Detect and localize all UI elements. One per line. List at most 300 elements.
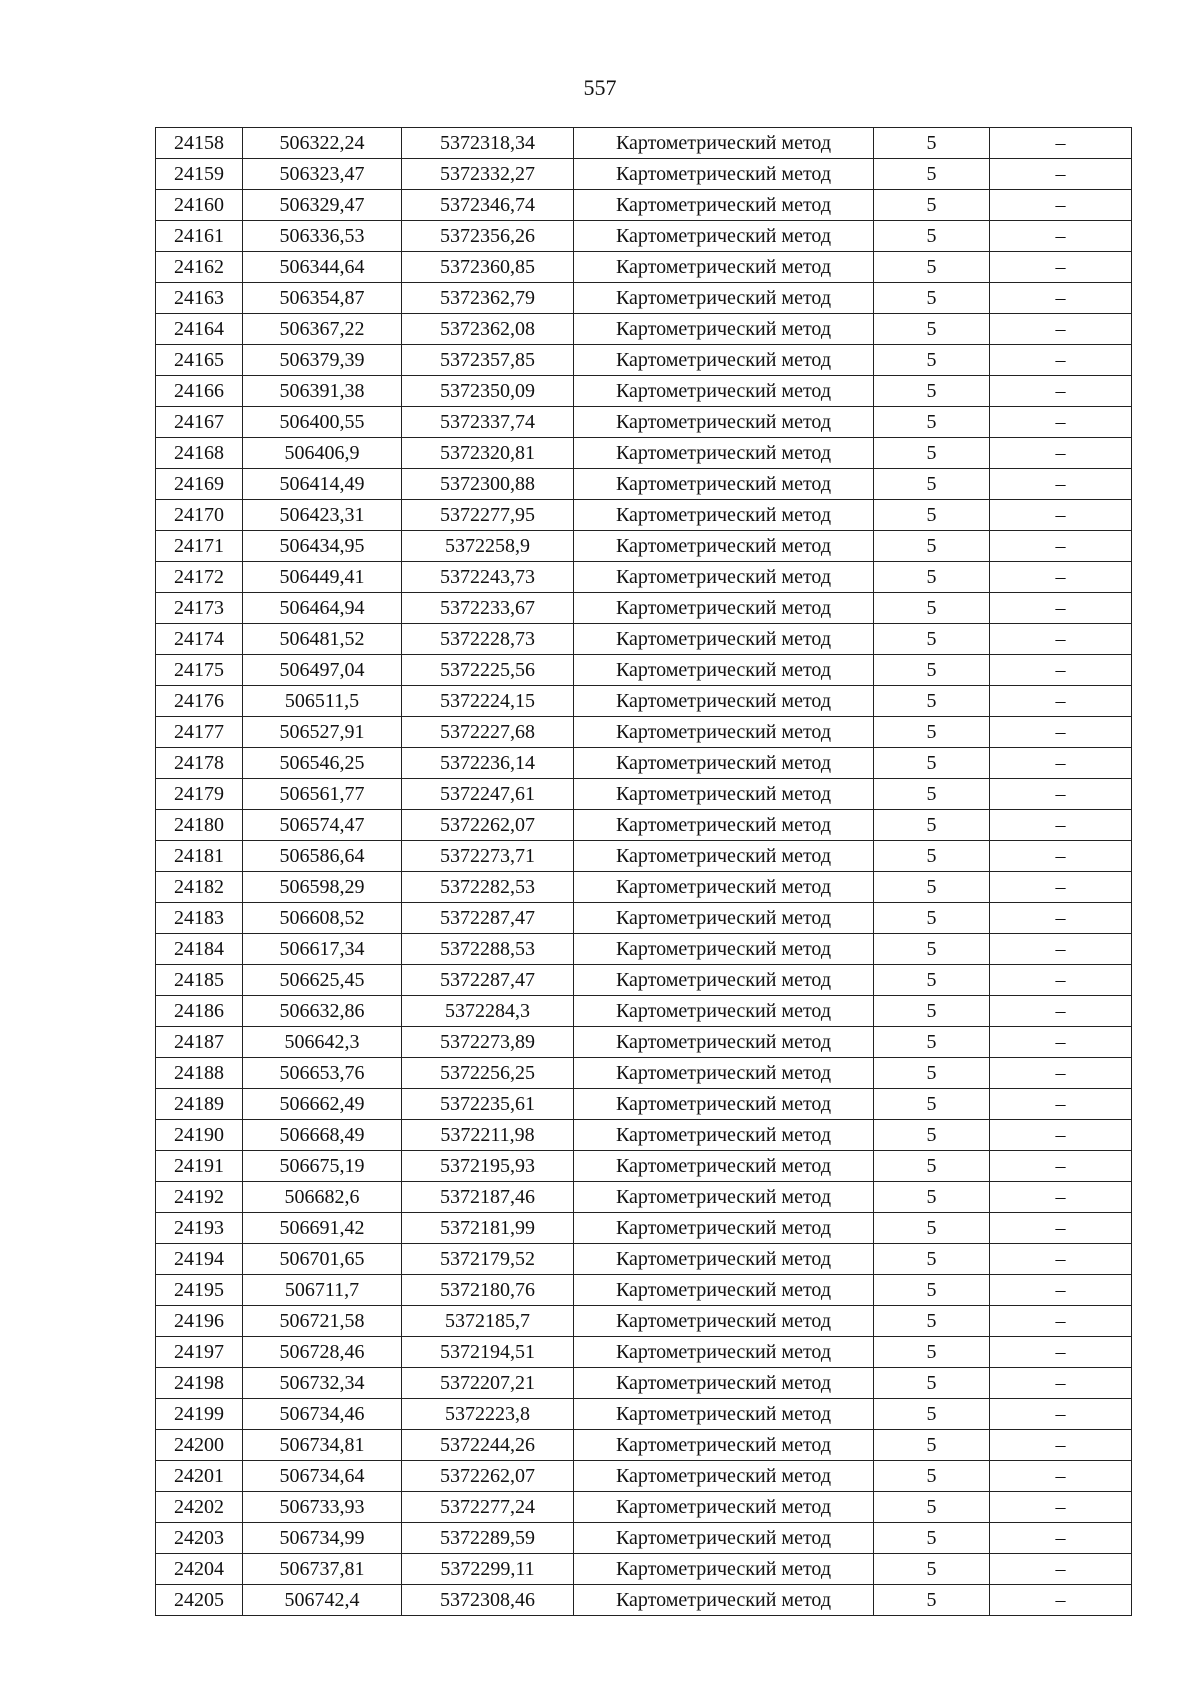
x-coordinate-cell: 506511,5 [243, 686, 402, 717]
point-number-cell: 24159 [156, 159, 243, 190]
y-coordinate-cell: 5372356,26 [402, 221, 574, 252]
point-number-cell: 24188 [156, 1058, 243, 1089]
coordinates-table [155, 127, 1132, 1616]
method-cell: Картометрический метод [574, 1306, 874, 1337]
note-cell: – [990, 1430, 1132, 1461]
point-number-cell: 24170 [156, 500, 243, 531]
point-number-cell: 24165 [156, 345, 243, 376]
point-number-cell: 24194 [156, 1244, 243, 1275]
x-coordinate-cell: 506668,49 [243, 1120, 402, 1151]
method-cell: Картометрический метод [574, 1027, 874, 1058]
x-coordinate-cell: 506497,04 [243, 655, 402, 686]
point-number-cell: 24181 [156, 841, 243, 872]
method-cell: Картометрический метод [574, 438, 874, 469]
x-coordinate-cell: 506682,6 [243, 1182, 402, 1213]
y-coordinate-cell: 5372308,46 [402, 1585, 574, 1616]
note-cell: – [990, 593, 1132, 624]
note-cell: – [990, 1523, 1132, 1554]
accuracy-cell: 5 [874, 128, 990, 159]
y-coordinate-cell: 5372181,99 [402, 1213, 574, 1244]
y-coordinate-cell: 5372277,24 [402, 1492, 574, 1523]
table-row [156, 1213, 1132, 1244]
accuracy-cell: 5 [874, 686, 990, 717]
method-cell: Картометрический метод [574, 1585, 874, 1616]
x-coordinate-cell: 506391,38 [243, 376, 402, 407]
method-cell: Картометрический метод [574, 1089, 874, 1120]
note-cell: – [990, 717, 1132, 748]
method-cell: Картометрический метод [574, 1461, 874, 1492]
method-cell: Картометрический метод [574, 1430, 874, 1461]
x-coordinate-cell: 506354,87 [243, 283, 402, 314]
accuracy-cell: 5 [874, 1027, 990, 1058]
point-number-cell: 24162 [156, 252, 243, 283]
table-row [156, 1182, 1132, 1213]
y-coordinate-cell: 5372179,52 [402, 1244, 574, 1275]
x-coordinate-cell: 506737,81 [243, 1554, 402, 1585]
note-cell: – [990, 562, 1132, 593]
accuracy-cell: 5 [874, 1585, 990, 1616]
table-row [156, 934, 1132, 965]
note-cell: – [990, 1151, 1132, 1182]
point-number-cell: 24201 [156, 1461, 243, 1492]
note-cell: – [990, 1492, 1132, 1523]
x-coordinate-cell: 506527,91 [243, 717, 402, 748]
accuracy-cell: 5 [874, 1368, 990, 1399]
accuracy-cell: 5 [874, 779, 990, 810]
table-row [156, 872, 1132, 903]
point-number-cell: 24173 [156, 593, 243, 624]
method-cell: Картометрический метод [574, 1399, 874, 1430]
table-row [156, 500, 1132, 531]
y-coordinate-cell: 5372235,61 [402, 1089, 574, 1120]
table-row [156, 159, 1132, 190]
point-number-cell: 24197 [156, 1337, 243, 1368]
point-number-cell: 24183 [156, 903, 243, 934]
x-coordinate-cell: 506721,58 [243, 1306, 402, 1337]
y-coordinate-cell: 5372300,88 [402, 469, 574, 500]
y-coordinate-cell: 5372284,3 [402, 996, 574, 1027]
accuracy-cell: 5 [874, 190, 990, 221]
accuracy-cell: 5 [874, 562, 990, 593]
table-row [156, 128, 1132, 159]
y-coordinate-cell: 5372273,89 [402, 1027, 574, 1058]
point-number-cell: 24168 [156, 438, 243, 469]
y-coordinate-cell: 5372223,8 [402, 1399, 574, 1430]
method-cell: Картометрический метод [574, 562, 874, 593]
y-coordinate-cell: 5372247,61 [402, 779, 574, 810]
note-cell: – [990, 872, 1132, 903]
method-cell: Картометрический метод [574, 903, 874, 934]
x-coordinate-cell: 506344,64 [243, 252, 402, 283]
x-coordinate-cell: 506608,52 [243, 903, 402, 934]
y-coordinate-cell: 5372180,76 [402, 1275, 574, 1306]
table-row [156, 593, 1132, 624]
y-coordinate-cell: 5372277,95 [402, 500, 574, 531]
accuracy-cell: 5 [874, 1275, 990, 1306]
table-row [156, 1554, 1132, 1585]
y-coordinate-cell: 5372227,68 [402, 717, 574, 748]
table-row [156, 438, 1132, 469]
point-number-cell: 24164 [156, 314, 243, 345]
accuracy-cell: 5 [874, 717, 990, 748]
y-coordinate-cell: 5372362,79 [402, 283, 574, 314]
y-coordinate-cell: 5372337,74 [402, 407, 574, 438]
y-coordinate-cell: 5372289,59 [402, 1523, 574, 1554]
page-number: 557 [583, 75, 617, 100]
point-number-cell: 24196 [156, 1306, 243, 1337]
y-coordinate-cell: 5372273,71 [402, 841, 574, 872]
x-coordinate-cell: 506617,34 [243, 934, 402, 965]
y-coordinate-cell: 5372299,11 [402, 1554, 574, 1585]
accuracy-cell: 5 [874, 252, 990, 283]
method-cell: Картометрический метод [574, 1275, 874, 1306]
x-coordinate-cell: 506546,25 [243, 748, 402, 779]
method-cell: Картометрический метод [574, 345, 874, 376]
y-coordinate-cell: 5372194,51 [402, 1337, 574, 1368]
note-cell: – [990, 655, 1132, 686]
x-coordinate-cell: 506642,3 [243, 1027, 402, 1058]
y-coordinate-cell: 5372282,53 [402, 872, 574, 903]
table-row [156, 965, 1132, 996]
note-cell: – [990, 1058, 1132, 1089]
note-cell: – [990, 1182, 1132, 1213]
point-number-cell: 24182 [156, 872, 243, 903]
method-cell: Картометрический метод [574, 376, 874, 407]
x-coordinate-cell: 506323,47 [243, 159, 402, 190]
accuracy-cell: 5 [874, 655, 990, 686]
point-number-cell: 24198 [156, 1368, 243, 1399]
note-cell: – [990, 1585, 1132, 1616]
point-number-cell: 24186 [156, 996, 243, 1027]
y-coordinate-cell: 5372287,47 [402, 903, 574, 934]
x-coordinate-cell: 506406,9 [243, 438, 402, 469]
method-cell: Картометрический метод [574, 252, 874, 283]
method-cell: Картометрический метод [574, 1213, 874, 1244]
accuracy-cell: 5 [874, 1523, 990, 1554]
table-row [156, 252, 1132, 283]
note-cell: – [990, 314, 1132, 345]
table-row [156, 1523, 1132, 1554]
table-row [156, 190, 1132, 221]
point-number-cell: 24193 [156, 1213, 243, 1244]
table-row [156, 1027, 1132, 1058]
method-cell: Картометрический метод [574, 810, 874, 841]
y-coordinate-cell: 5372225,56 [402, 655, 574, 686]
table-row [156, 1151, 1132, 1182]
note-cell: – [990, 1399, 1132, 1430]
method-cell: Картометрический метод [574, 965, 874, 996]
point-number-cell: 24191 [156, 1151, 243, 1182]
table-row [156, 531, 1132, 562]
method-cell: Картометрический метод [574, 1554, 874, 1585]
x-coordinate-cell: 506711,7 [243, 1275, 402, 1306]
y-coordinate-cell: 5372243,73 [402, 562, 574, 593]
point-number-cell: 24184 [156, 934, 243, 965]
accuracy-cell: 5 [874, 934, 990, 965]
note-cell: – [990, 252, 1132, 283]
x-coordinate-cell: 506464,94 [243, 593, 402, 624]
table-row [156, 1058, 1132, 1089]
method-cell: Картометрический метод [574, 1120, 874, 1151]
table-row [156, 841, 1132, 872]
x-coordinate-cell: 506728,46 [243, 1337, 402, 1368]
accuracy-cell: 5 [874, 624, 990, 655]
note-cell: – [990, 934, 1132, 965]
point-number-cell: 24166 [156, 376, 243, 407]
x-coordinate-cell: 506598,29 [243, 872, 402, 903]
y-coordinate-cell: 5372233,67 [402, 593, 574, 624]
x-coordinate-cell: 506379,39 [243, 345, 402, 376]
table-row [156, 1089, 1132, 1120]
table-row [156, 686, 1132, 717]
note-cell: – [990, 1554, 1132, 1585]
method-cell: Картометрический метод [574, 1151, 874, 1182]
x-coordinate-cell: 506423,31 [243, 500, 402, 531]
method-cell: Картометрический метод [574, 128, 874, 159]
table-row [156, 624, 1132, 655]
method-cell: Картометрический метод [574, 934, 874, 965]
table-row [156, 748, 1132, 779]
table-row [156, 1585, 1132, 1616]
accuracy-cell: 5 [874, 1089, 990, 1120]
y-coordinate-cell: 5372228,73 [402, 624, 574, 655]
table-row [156, 407, 1132, 438]
x-coordinate-cell: 506367,22 [243, 314, 402, 345]
note-cell: – [990, 965, 1132, 996]
accuracy-cell: 5 [874, 438, 990, 469]
x-coordinate-cell: 506632,86 [243, 996, 402, 1027]
point-number-cell: 24199 [156, 1399, 243, 1430]
point-number-cell: 24177 [156, 717, 243, 748]
y-coordinate-cell: 5372350,09 [402, 376, 574, 407]
accuracy-cell: 5 [874, 1430, 990, 1461]
x-coordinate-cell: 506625,45 [243, 965, 402, 996]
table-row [156, 1492, 1132, 1523]
note-cell: – [990, 841, 1132, 872]
table-row [156, 655, 1132, 686]
method-cell: Картометрический метод [574, 996, 874, 1027]
accuracy-cell: 5 [874, 810, 990, 841]
point-number-cell: 24195 [156, 1275, 243, 1306]
point-number-cell: 24204 [156, 1554, 243, 1585]
method-cell: Картометрический метод [574, 841, 874, 872]
x-coordinate-cell: 506434,95 [243, 531, 402, 562]
y-coordinate-cell: 5372185,7 [402, 1306, 574, 1337]
y-coordinate-cell: 5372262,07 [402, 1461, 574, 1492]
note-cell: – [990, 1461, 1132, 1492]
table-row [156, 1244, 1132, 1275]
table-row [156, 1120, 1132, 1151]
point-number-cell: 24171 [156, 531, 243, 562]
point-number-cell: 24189 [156, 1089, 243, 1120]
y-coordinate-cell: 5372211,98 [402, 1120, 574, 1151]
point-number-cell: 24179 [156, 779, 243, 810]
point-number-cell: 24160 [156, 190, 243, 221]
y-coordinate-cell: 5372207,21 [402, 1368, 574, 1399]
coordinates-table-body [156, 128, 1132, 1616]
note-cell: – [990, 1275, 1132, 1306]
accuracy-cell: 5 [874, 1492, 990, 1523]
note-cell: – [990, 469, 1132, 500]
method-cell: Картометрический метод [574, 283, 874, 314]
note-cell: – [990, 624, 1132, 655]
accuracy-cell: 5 [874, 1554, 990, 1585]
point-number-cell: 24203 [156, 1523, 243, 1554]
x-coordinate-cell: 506400,55 [243, 407, 402, 438]
x-coordinate-cell: 506701,65 [243, 1244, 402, 1275]
point-number-cell: 24174 [156, 624, 243, 655]
accuracy-cell: 5 [874, 469, 990, 500]
method-cell: Картометрический метод [574, 1523, 874, 1554]
method-cell: Картометрический метод [574, 500, 874, 531]
table-row [156, 1399, 1132, 1430]
note-cell: – [990, 686, 1132, 717]
y-coordinate-cell: 5372320,81 [402, 438, 574, 469]
point-number-cell: 24178 [156, 748, 243, 779]
x-coordinate-cell: 506586,64 [243, 841, 402, 872]
accuracy-cell: 5 [874, 283, 990, 314]
table-row [156, 345, 1132, 376]
table-row [156, 1368, 1132, 1399]
method-cell: Картометрический метод [574, 190, 874, 221]
table-row [156, 469, 1132, 500]
accuracy-cell: 5 [874, 1182, 990, 1213]
x-coordinate-cell: 506561,77 [243, 779, 402, 810]
note-cell: – [990, 1337, 1132, 1368]
table-row [156, 1337, 1132, 1368]
note-cell: – [990, 345, 1132, 376]
method-cell: Картометрический метод [574, 469, 874, 500]
table-row [156, 314, 1132, 345]
note-cell: – [990, 376, 1132, 407]
accuracy-cell: 5 [874, 1399, 990, 1430]
y-coordinate-cell: 5372224,15 [402, 686, 574, 717]
point-number-cell: 24205 [156, 1585, 243, 1616]
method-cell: Картометрический метод [574, 593, 874, 624]
method-cell: Картометрический метод [574, 624, 874, 655]
point-number-cell: 24169 [156, 469, 243, 500]
method-cell: Картометрический метод [574, 1492, 874, 1523]
x-coordinate-cell: 506653,76 [243, 1058, 402, 1089]
method-cell: Картометрический метод [574, 159, 874, 190]
note-cell: – [990, 283, 1132, 314]
table-row [156, 996, 1132, 1027]
note-cell: – [990, 996, 1132, 1027]
x-coordinate-cell: 506322,24 [243, 128, 402, 159]
y-coordinate-cell: 5372244,26 [402, 1430, 574, 1461]
y-coordinate-cell: 5372288,53 [402, 934, 574, 965]
point-number-cell: 24185 [156, 965, 243, 996]
accuracy-cell: 5 [874, 1461, 990, 1492]
note-cell: – [990, 190, 1132, 221]
accuracy-cell: 5 [874, 407, 990, 438]
note-cell: – [990, 903, 1132, 934]
x-coordinate-cell: 506691,42 [243, 1213, 402, 1244]
note-cell: – [990, 1306, 1132, 1337]
accuracy-cell: 5 [874, 903, 990, 934]
note-cell: – [990, 407, 1132, 438]
y-coordinate-cell: 5372258,9 [402, 531, 574, 562]
y-coordinate-cell: 5372357,85 [402, 345, 574, 376]
x-coordinate-cell: 506734,81 [243, 1430, 402, 1461]
x-coordinate-cell: 506662,49 [243, 1089, 402, 1120]
method-cell: Картометрический метод [574, 1244, 874, 1275]
method-cell: Картометрический метод [574, 221, 874, 252]
note-cell: – [990, 531, 1132, 562]
y-coordinate-cell: 5372318,34 [402, 128, 574, 159]
method-cell: Картометрический метод [574, 1368, 874, 1399]
method-cell: Картометрический метод [574, 1337, 874, 1368]
point-number-cell: 24158 [156, 128, 243, 159]
y-coordinate-cell: 5372346,74 [402, 190, 574, 221]
method-cell: Картометрический метод [574, 1182, 874, 1213]
note-cell: – [990, 810, 1132, 841]
x-coordinate-cell: 506734,99 [243, 1523, 402, 1554]
accuracy-cell: 5 [874, 345, 990, 376]
point-number-cell: 24187 [156, 1027, 243, 1058]
point-number-cell: 24200 [156, 1430, 243, 1461]
accuracy-cell: 5 [874, 531, 990, 562]
note-cell: – [990, 159, 1132, 190]
point-number-cell: 24175 [156, 655, 243, 686]
point-number-cell: 24190 [156, 1120, 243, 1151]
point-number-cell: 24180 [156, 810, 243, 841]
accuracy-cell: 5 [874, 1213, 990, 1244]
x-coordinate-cell: 506734,46 [243, 1399, 402, 1430]
note-cell: – [990, 748, 1132, 779]
y-coordinate-cell: 5372195,93 [402, 1151, 574, 1182]
accuracy-cell: 5 [874, 748, 990, 779]
x-coordinate-cell: 506481,52 [243, 624, 402, 655]
x-coordinate-cell: 506414,49 [243, 469, 402, 500]
accuracy-cell: 5 [874, 1058, 990, 1089]
method-cell: Картометрический метод [574, 407, 874, 438]
note-cell: – [990, 779, 1132, 810]
note-cell: – [990, 1120, 1132, 1151]
table-row [156, 1275, 1132, 1306]
method-cell: Картометрический метод [574, 531, 874, 562]
note-cell: – [990, 1027, 1132, 1058]
accuracy-cell: 5 [874, 314, 990, 345]
method-cell: Картометрический метод [574, 655, 874, 686]
point-number-cell: 24202 [156, 1492, 243, 1523]
note-cell: – [990, 1089, 1132, 1120]
table-row [156, 1430, 1132, 1461]
accuracy-cell: 5 [874, 1306, 990, 1337]
y-coordinate-cell: 5372256,25 [402, 1058, 574, 1089]
table-row [156, 903, 1132, 934]
method-cell: Картометрический метод [574, 748, 874, 779]
point-number-cell: 24163 [156, 283, 243, 314]
y-coordinate-cell: 5372362,08 [402, 314, 574, 345]
note-cell: – [990, 1368, 1132, 1399]
method-cell: Картометрический метод [574, 686, 874, 717]
point-number-cell: 24167 [156, 407, 243, 438]
y-coordinate-cell: 5372360,85 [402, 252, 574, 283]
x-coordinate-cell: 506733,93 [243, 1492, 402, 1523]
accuracy-cell: 5 [874, 376, 990, 407]
method-cell: Картометрический метод [574, 314, 874, 345]
accuracy-cell: 5 [874, 872, 990, 903]
note-cell: – [990, 1213, 1132, 1244]
y-coordinate-cell: 5372236,14 [402, 748, 574, 779]
accuracy-cell: 5 [874, 221, 990, 252]
accuracy-cell: 5 [874, 159, 990, 190]
note-cell: – [990, 128, 1132, 159]
y-coordinate-cell: 5372187,46 [402, 1182, 574, 1213]
x-coordinate-cell: 506732,34 [243, 1368, 402, 1399]
x-coordinate-cell: 506734,64 [243, 1461, 402, 1492]
